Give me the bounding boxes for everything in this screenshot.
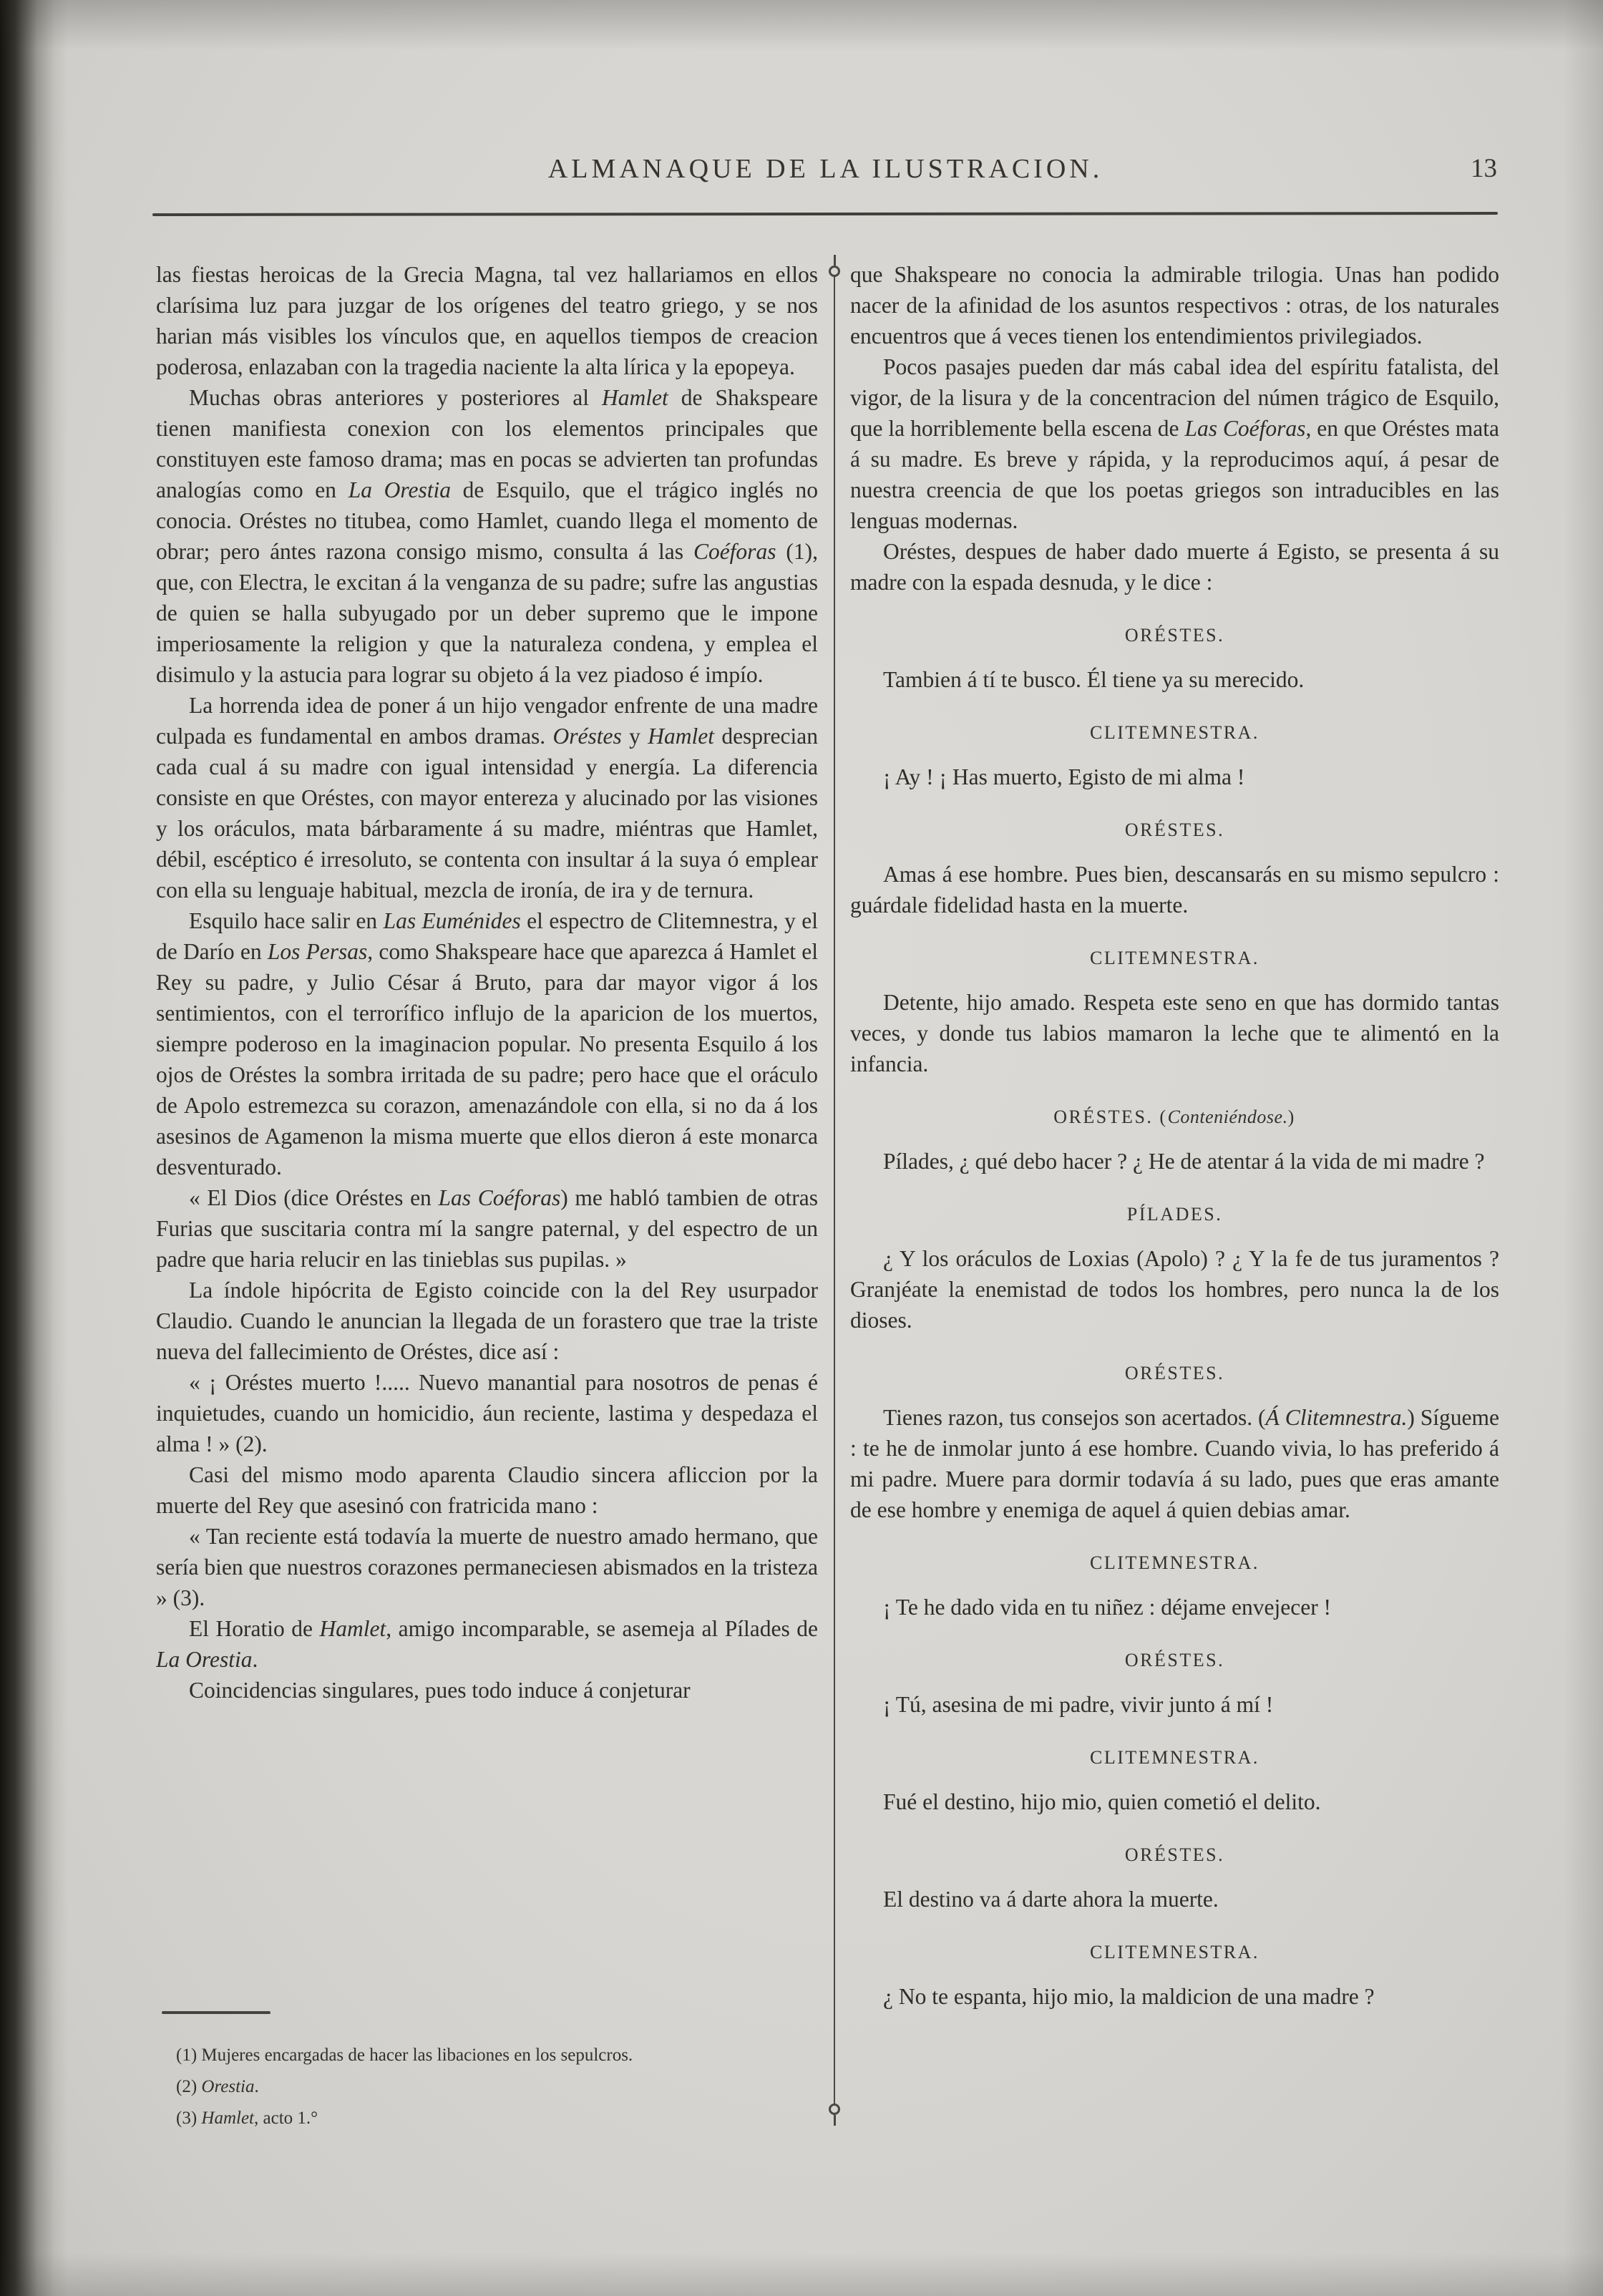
speaker-heading: [850, 1843, 1499, 1867]
text-run: y: [621, 724, 648, 749]
italic-text: Las Coéforas: [438, 1185, 561, 1210]
italic-text: Oréstes: [552, 724, 622, 749]
text-run: Fué el destino, hijo mio, quien cometió el delito.: [883, 1789, 1321, 1814]
text-run: Detente, hijo amado. Respeta este seno en que has dormido tantas veces, y donde tus labios mamaron la leche que te alimentó en la infancia.: [850, 990, 1499, 1076]
text-run: ¡ Ay ! ¡ Has muerto, Egisto de mi alma !: [883, 764, 1245, 789]
text-run: .: [254, 2076, 259, 2096]
text-run: La índole hipócrita de Egisto coincide con la del Rey usurpador Claudio. Cuando le anuncian la llegada de un forastero que trae la triste nueva del fallecimiento de Oréstes, dice así :: [156, 1278, 818, 1364]
speaker-heading: [850, 946, 1499, 970]
speech-paragraph: [850, 762, 1499, 792]
text-run: que Shakspeare no conocia la admirable trilogia. Unas han podido nacer de la afinidad de los asuntos respectivos : otras, de los naturales encuentros que á veces tienen los entendimientos privilegiados.: [850, 262, 1499, 349]
italic-text: Las Coéforas: [1184, 416, 1306, 441]
footnote-item: [156, 2074, 818, 2100]
text-run: desprecian cada cual á su madre con igual intensidad y energía. La diferencia consiste en que Oréstes, con mayor entereza y alucinado por las visiones y los oráculos, mata bárbaramente á su madre, miéntras que Hamlet, débil, escéptico é irresoluto, se contenta con insultar á la suya ó emplear con ella su lenguaje habitual, mezcla de ironía, de ira y de ternura.: [156, 724, 818, 903]
text-run: El destino va á darte ahora la muerte.: [883, 1887, 1219, 1912]
text-run: CLITEMNESTRA.: [1090, 1747, 1260, 1768]
text-run: CLITEMNESTRA.: [1090, 948, 1260, 968]
speaker-heading: [850, 1940, 1499, 1964]
text-run: ) Sígueme : te he de inmolar junto á ese hombre. Cuando vivia, lo has preferido á mi padre. Muere para dormir todavía á su lado, pues que eras amante de ese hombre y enemiga de aquel á quien debias amar.: [850, 1405, 1499, 1522]
text-run: « ¡ Oréstes muerto !..... Nuevo manantial para nosotros de penas é inquietudes, cuando un homicidio, áun reciente, lastima y despedaza el alma ! » (2).: [156, 1370, 818, 1456]
speech-paragraph: [850, 1243, 1499, 1336]
right-edge-shadow: [1564, 0, 1603, 2296]
text-run: de Esquilo, que el trágico inglés no conocia. Oréstes no titubea, como Hamlet, cuando llega el momento de obrar; pero ántes razona consigo mismo, consulta á las: [156, 477, 818, 564]
footnote-item: [156, 2106, 818, 2131]
text-run: Muchas obras anteriores y posteriores al: [189, 385, 603, 410]
text-run: el espectro de Clitemnestra, y el de Darío en: [156, 908, 818, 964]
paragraph: [156, 382, 818, 690]
speech-paragraph: [850, 1786, 1499, 1817]
italic-text: La Orestia: [348, 477, 451, 502]
speech-paragraph: [850, 1884, 1499, 1915]
text-run: Pocos pasajes pueden dar más cabal idea del espíritu fatalista, del vigor, de la lisura y de la concentracion del númen trágico de Esquilo, que la horriblemente bella escena de: [850, 354, 1499, 441]
text-run: ¿ No te espanta, hijo mio, la maldicion de una madre ?: [883, 1984, 1375, 2009]
left-column-text: [156, 259, 818, 2002]
book-gutter-shadow: [0, 0, 68, 2296]
italic-text: Hamlet: [319, 1616, 386, 1641]
paragraph: [156, 1367, 818, 1459]
italic-text: Coéforas: [693, 539, 776, 564]
page-title: ALMANAQUE DE LA ILUSTRACION.: [547, 154, 1103, 184]
text-run: Amas á ese hombre. Pues bien, descansarás en su mismo sepulcro : guárdale fidelidad hasta en la muerte.: [850, 862, 1499, 918]
text-run: (1) Mujeres encargadas de hacer las libaciones en los sepulcros.: [176, 2045, 633, 2065]
text-run: ¿ Y los oráculos de Loxias (Apolo) ? ¿ Y la fe de tus juramentos ? Granjéate la enemistad de todos los hombres, pero nunca la de los dioses.: [850, 1246, 1499, 1333]
text-run: de Shakspeare tienen manifiesta conexion con los elementos principales que constituyen este famoso drama; mas en pocas se advierten tan profundas analogías como en: [156, 385, 818, 502]
italic-text: Hamlet: [648, 724, 714, 749]
top-edge-shadow: [0, 0, 1603, 50]
paragraph: [156, 905, 818, 1182]
text-run: Tienes razon, tus consejos son acertados. (: [883, 1405, 1266, 1430]
text-run: Esquilo hace salir en: [189, 908, 384, 933]
divider-bottom-ring-icon: [829, 2103, 840, 2115]
speaker-heading: [850, 1648, 1499, 1672]
paragraph: [850, 259, 1499, 351]
italic-text: Hamlet: [602, 385, 668, 410]
text-run: CLITEMNESTRA.: [1090, 1552, 1260, 1573]
speaker-heading: [850, 721, 1499, 744]
speech-paragraph: [850, 1402, 1499, 1525]
text-run: ORÉSTES. (: [1053, 1106, 1168, 1127]
paragraph: [156, 690, 818, 905]
text-run: ) me habló tambien de otras Furias que suscitaria contra mí la sangre paternal, y del espectro de un padre que haria relucir en las tinieblas sus pupilas. »: [156, 1185, 818, 1272]
speech-paragraph: [850, 859, 1499, 920]
speaker-heading: [850, 818, 1499, 842]
divider-top-ring-icon: [829, 266, 840, 277]
footnote-item: [156, 2043, 818, 2068]
speech-paragraph: [850, 1592, 1499, 1623]
divider-line: [834, 277, 836, 2103]
text-run: « Tan reciente está todavía la muerte de nuestro amado hermano, que sería bien que nuestros corazones permaneciesen abismados en la tristeza » (3).: [156, 1524, 818, 1610]
text-run: Casi del mismo modo aparenta Claudio sincera afliccion por la muerte del Rey que asesinó con fratricida mano :: [156, 1462, 818, 1518]
speech-paragraph: [850, 664, 1499, 695]
divider-top-stem: [834, 255, 836, 266]
text-run: (2): [176, 2076, 202, 2096]
italic-text: Orestia: [201, 2076, 255, 2096]
page-number: 13: [1471, 154, 1497, 183]
speaker-heading: [850, 623, 1499, 647]
footnote-list: [156, 2043, 818, 2131]
text-run: ORÉSTES.: [1124, 819, 1225, 840]
paragraph: [156, 1275, 818, 1367]
paragraph: [850, 536, 1499, 598]
text-run: ORÉSTES.: [1124, 1650, 1225, 1670]
speaker-heading: [850, 1361, 1499, 1385]
text-run: Tambien á tí te busco. Él tiene ya su merecido.: [883, 667, 1305, 692]
italic-text: Hamlet: [201, 2108, 255, 2128]
speech-paragraph: [850, 1146, 1499, 1177]
right-column: [850, 259, 1499, 2120]
text-run: Oréstes, despues de haber dado muerte á Egisto, se presenta á su madre con la espada desnuda, y le dice :: [850, 539, 1499, 595]
divider-bottom-stem: [834, 2115, 836, 2126]
text-run: La horrenda idea de poner á un hijo vengador enfrente de una madre culpada es fundamental en ambos dramas.: [156, 693, 818, 749]
italic-text: Las Euménides: [383, 908, 521, 933]
paragraph: [156, 1521, 818, 1613]
text-run: El Horatio de: [189, 1616, 320, 1641]
text-run: ¡ Te he dado vida en tu niñez : déjame envejecer !: [883, 1595, 1332, 1620]
text-run: .: [252, 1647, 258, 1672]
paragraph: [156, 1613, 818, 1675]
paragraph: [156, 1675, 818, 1706]
text-run: « El Dios (dice Oréstes en: [189, 1185, 439, 1210]
text-run: , amigo incomparable, se asemeja al Pílades de: [386, 1616, 818, 1641]
text-run: ORÉSTES.: [1124, 625, 1225, 646]
bottom-edge-shadow: [0, 2253, 1603, 2296]
text-run: CLITEMNESTRA.: [1090, 722, 1260, 743]
speaker-heading: [850, 1746, 1499, 1769]
italic-text: La Orestia: [156, 1647, 253, 1672]
speaker-heading: [850, 1551, 1499, 1575]
text-run: ORÉSTES.: [1124, 1844, 1225, 1865]
speech-paragraph: [850, 987, 1499, 1079]
speech-paragraph: [850, 1689, 1499, 1720]
text-run: CLITEMNESTRA.: [1090, 1942, 1260, 1962]
text-run: , acto 1.°: [254, 2108, 318, 2128]
text-run: ORÉSTES.: [1124, 1363, 1225, 1383]
footnotes-section: [156, 2011, 818, 2137]
text-run: , como Shakspeare hace que aparezca á Hamlet el Rey su padre, y Julio César á Bruto, para dar mayor vigor á los sentimientos, con el terrorífico influjo de la aparicion de los muertos, siempre poderoso en la imaginacion popular. No presenta Esquilo á los ojos de Oréstes la sombra irritada de su padre; pero hace que el oráculo de Apolo estremezca su corazon, amenazándole con ella, si no da á los asesinos de Agamenon la misma muerte que ellos dieron á este monarca desventurado.: [156, 939, 818, 1179]
text-run: Pílades, ¿ qué debo hacer ? ¿ He de atentar á la vida de mi madre ?: [883, 1149, 1485, 1174]
speech-paragraph: [850, 1981, 1499, 2012]
left-column: [156, 259, 818, 2163]
text-run: (3): [176, 2108, 202, 2128]
text-run: las fiestas heroicas de la Grecia Magna, tal vez hallariamos en ellos clarísima luz para juzgar de los orígenes del teatro griego, y se nos harian más visibles los vínculos que, en aquellos tiempos de creacion poderosa, enlazaban con la tragedia naciente la alta lírica y la epopeya.: [156, 262, 818, 379]
text-run: ¡ Tú, asesina de mi padre, vivir junto á mí !: [883, 1692, 1274, 1717]
paragraph: [850, 351, 1499, 536]
italic-text: Á Clitemnestra.: [1265, 1405, 1408, 1430]
paragraph: [156, 1459, 818, 1521]
paragraph: [156, 1182, 818, 1275]
paragraph: [156, 259, 818, 382]
speaker-heading: [850, 1202, 1499, 1226]
text-run: , en que Oréstes mata á su madre. Es breve y rápida, y la reproducimos aquí, á pesar de nuestra creencia de que los poetas griegos son intraducibles en las lenguas modernas.: [850, 416, 1499, 533]
footnote-rule: [162, 2011, 271, 2014]
speaker-heading: [850, 1105, 1499, 1129]
text-run: ): [1287, 1106, 1296, 1127]
italic-text: Conteniéndose.: [1167, 1106, 1288, 1127]
column-divider: [827, 255, 842, 2126]
text-run: (1), que, con Electra, le excitan á la venganza de su padre; sufre las angustias de quien se halla subyugado por un deber supremo que le impone imperiosamente la religion y que la naturaleza condena, y emplea el disimulo y la astucia para lograr su objeto á la vez piadoso é impío.: [156, 539, 818, 687]
text-run: Coincidencias singulares, pues todo induce á conjeturar: [189, 1678, 691, 1703]
text-run: PÍLADES.: [1126, 1204, 1223, 1225]
italic-text: Los Persas: [267, 939, 368, 964]
